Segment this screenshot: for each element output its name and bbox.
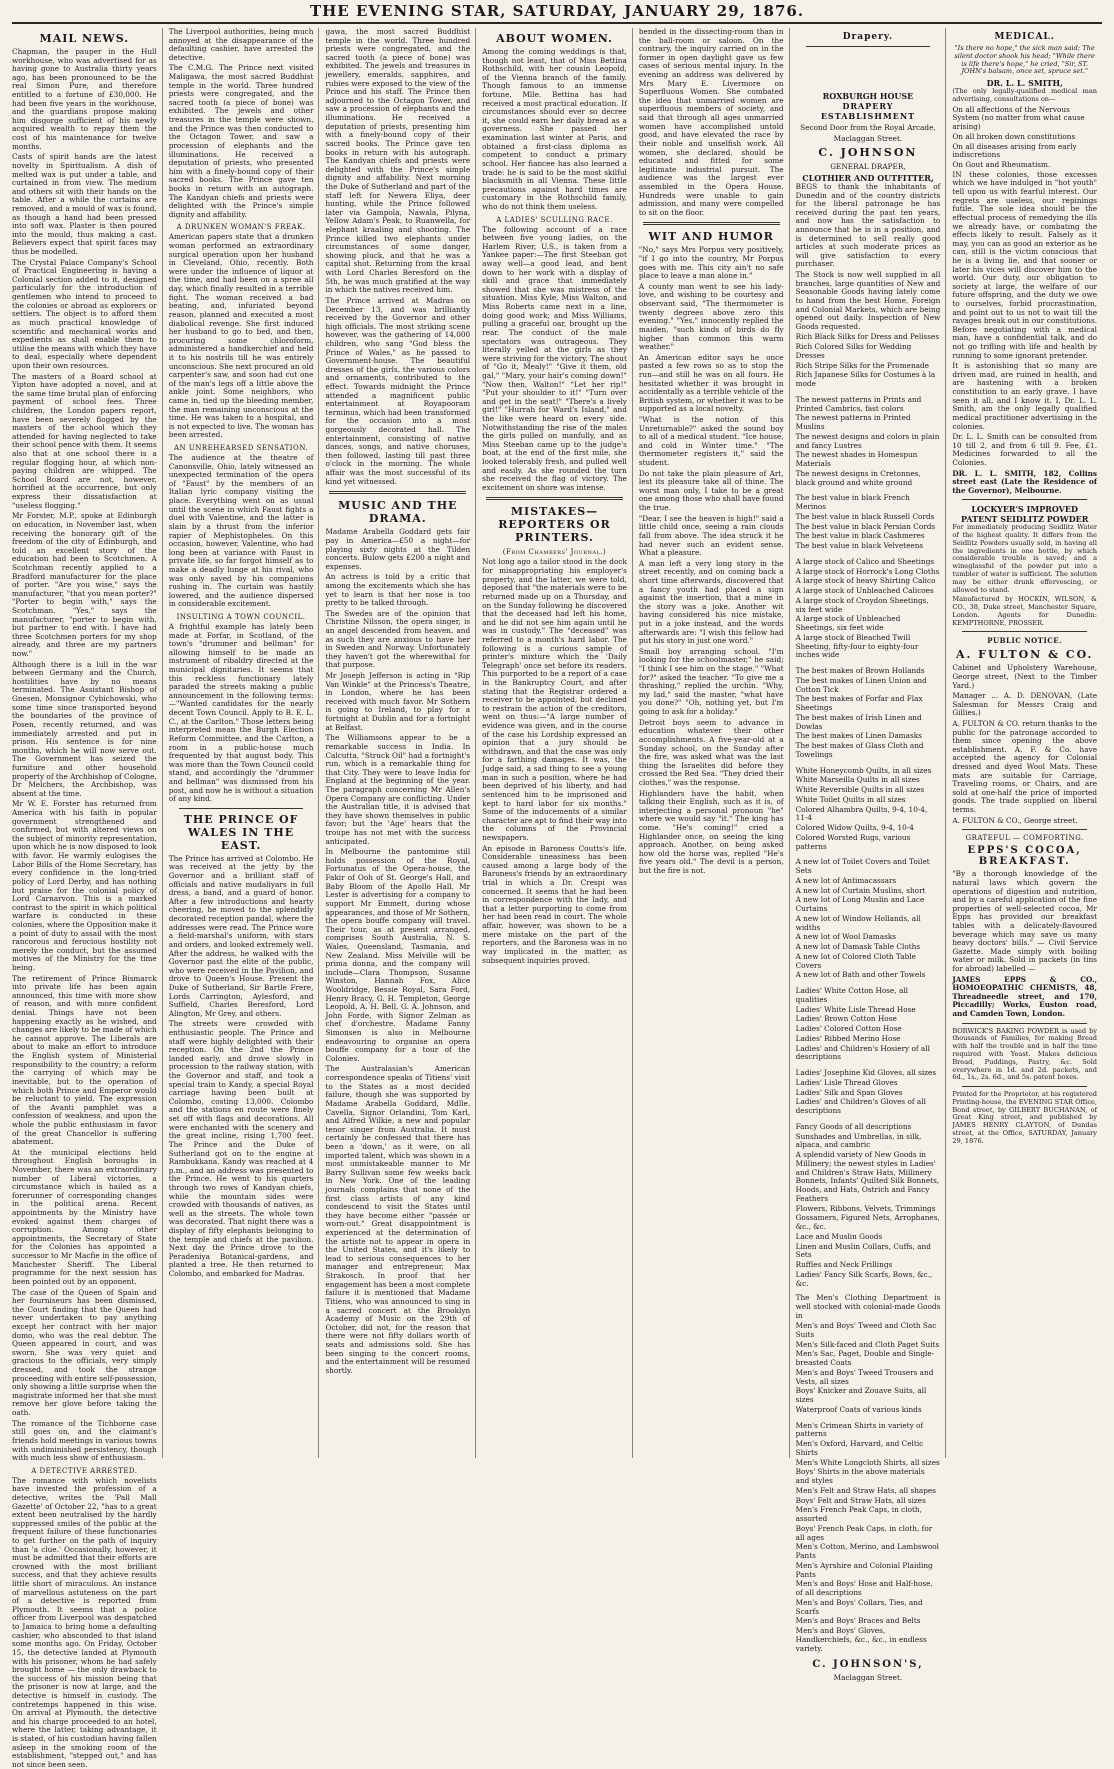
medical-body-3: Dr. L. L. Smith can be consulted from 10 till 2, and from 6 till 9. Fee, £1. Medicines forwarded to all the Colonies. [952,432,1098,467]
article-paragraph: The romance of the Tichborne case still goes on, and the claimant's friends hold meetings in various towns with undiminished persistency, though with much less show of enthusiasm. [12,1418,157,1463]
divider [179,808,304,809]
footer-name: C. JOHNSON'S, [812,1659,924,1671]
wit-humor-heading: WIT AND HUMOR [648,230,774,244]
ad-list-item: A new lot of Toilet Covers and Toilet Sets [795,857,930,876]
silks-list [796,333,941,389]
column-6-drapery-ad [795,28,947,1683]
ad-list-item: Rich Stripe Silks for the Promenade [795,360,929,370]
ad-list-item: White Reversible Quilts in all sizes [795,785,925,795]
spacer [796,1416,941,1421]
ad-list-item: On all affections of the Nervous System (no matter from what cause arising) [952,104,1085,132]
ad-list-item: On all diseases arising from early indiscretions [952,141,1077,160]
second-door: Second Door from the Royal Arcade, [800,123,936,132]
seidlitz-body: For immediately producing Seidlitz Water of the highest quality. It differs from the Seidlitz Powders usually sold, in having all the ingredients in one bottle, by which considerable trouble is saved; and a wineglassful of the powder put into a tumbler of water is sufficient. The solution may be either drunk effervescing, or allowed to stand. [952,523,1098,594]
gloves-list [796,1069,941,1116]
divider [962,631,1087,632]
article-paragraph: The romance with which novelists have invested the profession of a detective, writes the 'Pall Mall Gazette' of October 22, "has to a great extent been neutralised by the hardly suppressed smiles of the public at the frequent failure of these functionaries to get further on the path of inquiry than 'a clue.' Occasionally, however, it must be admitted that their efforts are crowned with the most brilliant success, and that they achieve results little short of miraculous. An instance of marvellous astuteness on the part of a detective is reported from Plymouth. It seems that a police officer from Liverpool was despatched to Jamaica to bring home a defaulting cashier, who absconded to that island some months ago. On Friday, October 15, the detective landed at Plymouth with his prisoner, whom he had safely brought home — the only drawback to the success of his mission being that the prisoner is now at large, and the detective is himself in custody. The contretemps happened in this wise. On arrival at Plymouth, the detective and his charge proceeded to an hotel, where the latter, taking advantage, it is stated, of his custodian having fallen asleep in the smoking room of the establishment, "stepped out," and has not since been seen. [12,1475,157,1769]
fulton-sub: Cabinet and Upholstery Warehouse, George street, (Next to the Timber Yard.) [952,663,1098,690]
ad-list-item: White Marseilla Quilts in all sizes [795,775,920,785]
ad-list-item: Ladies' Silk and Span Gloves [795,1087,903,1097]
ad-list-item: Flowers, Ribbons, Velvets, Trimmings [795,1203,936,1213]
ad-list-item: Men's and Boys' Gloves, Handkerchiefs, &c., &c., in endless variety. [795,1626,927,1653]
ad-list-item: Men's Oxford, Harvard, and Celtic Shirts [795,1439,924,1457]
article-paragraph: Among the coming weddings is that, though not least, that of Miss Bettina Rothschild, with her cousin Leopold, of the Vienna branch of the family. Though famous to an immense fortune, Mlle. Bettina has had received a most practical education. If circumstances should ever so decree it, she could earn her daily bread as a governess. She passed her examination last winter at Paris, and obtained a first-class diploma as competent to conduct a primary school. Her fiancee has also learned a trade: he is said to be the most skilful blacksmith in all Vienna. These little precautions against hard times are customary in the Rothschild family, who do not think them useless. [482,47,627,211]
ad-list-item: Rich Black Silks for Dress and Pelisses [795,332,940,342]
about-women-heading: ABOUT WOMEN. [496,32,613,45]
ad-list-item: A new lot of Wool Damasks [795,932,896,942]
ad-list-item: Ladies' White Cotton Hose, all qualities [795,986,909,1004]
article-paragraph: The Liverpool authorities, being much annoyed at the disappearance of the defaulting cashier, have arrested the detective. [168,27,314,62]
doctor-line: (The only legally-qualified medical man advertising, consultations on— [952,87,1098,103]
article-paragraph: Detroit boys seem to advance in education whatever their other accomplishments. A five-year-old at a Sunday school, on the Sunday after the fire, was asked what was the last thing the Israelites did before they crossed the Red Sea. "They dried their clothes," was the response. [638,717,784,787]
medical-quote: "Is there no hope," the sick man said; The silent doctor shook his head; "While there is life there's hope," he cried, "Sir, ST. JOHN's balsam, once set, spruce set." [954,44,1095,76]
detective-heading: A DETECTIVE ARRESTED. [31,1466,138,1475]
article-paragraph: Madame Arabella Goddard gets fair pay in America—£50 a night—for playing sixty nights at the Tilden concerts. Bulow gets £200 a night and expenses. [325,527,471,571]
prince-wales-heading: THE PRINCE OF WALES IN THE EAST. [183,812,299,852]
ad-list-item: White Toilet Quilts in all sizes [795,794,906,804]
epps-sign: JAMES EPPS & CO., HOMOEOPATHIC CHEMISTS, 48, Threadneedle street, and 170, Piccadilly; Works, Euston road, and Camden Town, London. [952,974,1098,1019]
ad-list-item: Rich Japanese Silks for Costumes à la mode [795,370,936,389]
sculling-heading: A LADIES' SCULLING RACE. [496,215,613,224]
ad-list-item: The newest shades in Homespun Materials [795,450,918,469]
column-2 [169,28,320,1458]
ad-list-item: The best value in black French Merinos [795,493,910,512]
ad-list-item: Colored Worsted Rugs, various patterns [795,832,911,851]
ad-list-item: Men's and Boys' Hose and Half-hose, of all descriptions [795,1579,933,1598]
article-paragraph: The Prince arrived at Madras on December 13, and was brilliantly received by the Governor and other high officials. The most striking scene however, was the gathering of 14,000 children, who sang "God bless the Prince of Wales," as he passed to Government-house. The beautiful dresses of the girls, the various colors and ornaments, contributed to the effect. Towards midnight the Prince attended a magnificent public entertainment at Royapooram terminus, which had been transformed for the occasion into a most gorgeously decorated hall. The entertainment, consisting of native dances, songs, and native choruses, then followed, lasting till past three o'clock in the morning. The whole affair was the most successful of its kind yet witnessed. [325,295,471,486]
ad-list-item: Men's Ayrshire and Colonial Plaiding Pants [795,1560,933,1579]
article-paragraph: Not long ago a tailor stood in the dock for misappropriating his employer's property, and the latter, we were told, deposed that "the materials were to be returned made up on a Thursday, and on the Sunday following he discovered that the deceased had left his home, and he did not see him again until he was in custody." The "deceased" was referred to a month's hard labor. The following is a curious sample of printer's mixture which the 'Daily Telegraph' once set before its readers. This purported to be a report of a case in the Bankruptcy Court, and after stating that the Registrar ordered a receiver to be appointed, but declined to restrain the action of the creditors, went on thus:—"A large number of evidence was given, and in the course of the case his Lordship expressed an opinion that a jury should be withdrawn, and that the case was only for a farthing damages. It was, the Judge said, a sad thing to see a young man in such a position, where he had been deprived of his liberty, and had sentenced him to be imprisoned and kept to hard labor for six months." Some of the inducements of a similar character are apt to find their way into the columns of the Provincial newspapers. [482,557,627,842]
fulton-sign: A. FULTON & CO., George street. [952,815,1078,825]
ad-list-item: Ladies' White Lisle Thread Hose [795,1004,916,1014]
spacer [796,761,941,766]
article-paragraph: The case of the Queen of Spain and her fourniseurs has been dismissed, the Court finding that the Queen had never undertaken to pay anything except her contract with her major domo, who was the real debtor. The Queen appeared in court, and was sworn. She was very quiet and gracious to the officials, very simply dressed, and took the strange proceeding with entire self-possession, only showing a little surprise when the magistrate informed her that she must remove her glove before taking the oath. [12,1287,157,1418]
article-paragraph: Small boy arranging school. "I'm looking for the schoolmaster," he said; "I think I see him on the stage." "What for?" asked the teacher. "To give me a thrashing," replied the urchin. "Why, my lad," said the master, "what have you done?" "Oh, nothing yet, but I'm going to ask for a holiday." [638,646,784,717]
ad-list-item: The best makes of Glass Cloth and Towelings [795,741,924,759]
article-paragraph: Mr W. E. Forster has returned from America with his faith in popular government strengthened and confirmed, but with altered views on the subject of minority representation, upon which he is now disposed to look with favor. He warmly eulogises the Labor Bills of the Home Secretary, has every confidence in the long-tried policy of Lord Derby, and has nothing but praise for the colonial policy of Lord Carnarvon. This is a marked contrast to the spirit in which political warfare is conducted in these colonies, where the Opposition make it a point of duty to assail with the most rancorous and ferocious hostility not merely the conduct, but the assumed motives of the Ministry for the time being. [12,799,157,972]
footer-street: Maclaggan Street. [833,1673,903,1683]
fulton-title: A. FULTON & CO. [955,648,1094,662]
ad-list-item: Men's and Boys' Collars, Ties, and Scarfs [795,1597,923,1616]
ad-list-item: Gossamers, Figured Nets, Arrophanes, &c., &c. [795,1213,940,1232]
article-paragraph: The audience at the theatre of Canonsville, Ohio, lately witnessed an unexpected termination of the opera of "Faust" by the members of an Italian lyric company visiting the place. Everything went on as usual until the scene in which Faust fights a duel with Valentine, and the latter is slain by a thrust from the inferior rapier of Mephistopheles. On this occasion, however, Valentine, who had long been at variance with Faust in private life, so far forgot himself as to make a deadly lunge at his rival, who was only saved by his companions rushing in. The curtain was hastily lowered, and the audience dispersed in considerable excitement. [168,453,314,609]
divider [962,1023,1087,1024]
ad-list-item: On all broken down constitutions [952,131,1076,141]
drunken-woman-body [169,233,314,440]
seidlitz-maker: Manufactured by HOCKIN, WILSON, & CO., 38, Duke street, Manchester Square, London. Agents for Dunedin: KEMPTHORNE, PROSSER. [952,595,1098,627]
article-paragraph: The following account of a race between five young ladies, on the Harlem River, U.S., is taken from a Yankee paper:—The first Steeban got away well—a good lead, and bent down to her work with a display of skill and grace that immediately showed that she was mistress of the situation. Miss Kyle, Miss Walton, and Miss Roberts came next in a line, doing good work; and Miss Williams, pulling a graceful oar, brought up the rear. The conduct of the male spectators was outrageous. They literally yelled at the girls as they were striving for the victory. The shout of "Go it, Mealy!" "Give it them, old gal," "Mary, your hair's coming down!" "Now then, Walton!" "Let her rip!" "Put your shoulder to it!" "Turn over and get in the seat!" "There's a lively girl!" "Hurrah for Ward's Island," and the like were heard on every side. Notwithstanding the rise of the males the girls pulled on manfully, and as Miss Steeban came up to the judge's boat, at the end of the first mile, she looked tolerably fresh, and pulled well and easily. As she rounded the turn she received the flag of victory. The excitement on shore was intense. [482,224,627,492]
ad-list-item: A large stock of Croydon Sheetings, six feet wide [795,595,929,614]
ad-list-item: Men's Crimean Shirts in variety of patterns [795,1420,924,1439]
column-3 [325,28,476,1458]
spacer [796,51,941,91]
article-paragraph: An actress is told by a critic that among the excitements which she has yet to learn is that her nose is too pretty to be talked through. [325,572,471,608]
divider [962,829,1087,830]
mistakes-source: (From Chambers' Journal.) [502,548,607,557]
ad-list-item: The best value in black Cashmeres [795,531,925,541]
ad-list-item: The best makes of Irish Linen and Dowlas [795,712,922,731]
divider [486,497,623,500]
ad-list-item: A splendid variety of New Goods in Millinery; the newest styles in Ladies' and Children's Straw Hats, Millinery Bonnets, Infants' Quilted Silk Bonnets, Hoods, and Hats, Ostrich and Fancy Feathers [795,1150,940,1203]
epps-head: GRATEFUL — COMFORTING. [965,834,1084,843]
ad-list-item: A large stock of Horrock's Long Cloths [795,566,940,576]
new-lot-list [796,858,941,980]
mistakes-heading: MISTAKES—REPORTERS OR PRINTERS. [498,505,611,545]
printer-imprint: Printed for the Proprietor, at his registered Printing-house, the EVENING STAR Office, Bond street, by GILBERT BUCHANAN, of Great King street, and published by JAMES HENRY CLAYTON, of Dundas street, at the Office, SATURDAY, January 29, 1876. [952,1090,1098,1145]
article-paragraph: The C.M.G. The Prince next visited Maligawa, the most sacred Buddhist temple in the world. Three hundred priests were congregated, and the sacred tooth (a piece of bone) was exhibited. The jewels and other treasures in the temple were shown, and the Prince was then conducted to the Octagon Tower, and saw a procession of elephants and the illuminations. He received a deputation of priests, who presented him with a finely-bound copy of their sacred books. The Prince gave ten books in return with an autograph. The Kandyan chiefs and priests were delighted with the Prince's simple dignity and affability. [168,63,314,219]
divider [643,222,780,225]
article-paragraph: A frightful example has lately been made at Forfar, in Scotland, of the town's "drummer and bellman" for allowing himself to be made an instrument of ribaldry directed at the municipal dignitaries. It seems that this reckless functionary lately paraded the streets making a public announcement in the following terms:—"Wanted candidates for the nearly decent Town Council. Apply to B. E. L. C., at the Carlton." Those letters being interpreted mean the Burgh Election Reform Committee, and the Carlton, a room in a public-house much frequented by that august body. This was more than the Town Council could stand, and accordingly the "drummer and bellman" was dismissed from his post, and now he is without a situation of any kind. [168,622,314,804]
column-4 [482,28,633,1458]
music-drama-body [325,528,470,1375]
public-notice: PUBLIC NOTICE. [987,636,1063,646]
article-paragraph: Mr Forster, M.P., spoke at Edinburgh on education, in November last, when receiving the honorary gift of the freedom of the city of Edinburgh, and told an excellent story of the education had been to Scotchmen. A Scotchman recently applied to a Bradford manufacturer for the place of porter. "Are you wise," says the manufacturer, "that you mean porter?" "Porter to begin with," says the Scotchman. "Yes," says the manufacturer, "porter to begin with, but partner to end with. I have had three Scotchmen porters for my shop already, and three are my partners now." [12,511,157,659]
ad-list-item: Men's White Longcloth Shirts, all sizes [795,1457,940,1467]
calico-list [796,558,941,660]
c-johnson-name: C. JOHNSON [818,146,918,159]
drapery-stock: The Stock is now well supplied in all branches, large quantities of New and Seasonable Goods having lately come to hand from the best Home, Foreign and Colonial Markets, which are being opened out daily. Inspection of New Goods requested. [795,270,941,331]
general-draper: GENERAL DRAPER, [830,162,906,171]
article-paragraph: Do not take the plain pleasure of Art, lest its pleasure take all of thine. The worst man only, I take to be a great one among those who shall have found the true. [638,468,784,513]
ad-list-item: The best value in black Velveteens [795,541,924,551]
article-paragraph: "Dear, I see the heaven is high!" said a little child once, seeing a rain clouds fall from above. The idea struck it he had never such an evident sense. What a pleasure. [638,513,784,558]
hollands-list [796,667,941,760]
ad-list-item: Colored Alhambra Quilts, 9-4, 10-4, 11-4 [795,804,928,823]
article-paragraph: A county man went to see his lady-love, and wishing to be courtesy and observant said, "The thermometer is twenty degrees above zero this evening." "Yes," innocently replied the maiden, "such kinds of birds do fly higher than common this warm weather." [638,281,784,352]
ad-list-item: Ladies' Colored Cotton Hose [795,1024,902,1034]
article-paragraph: bended in the dissecting-room than in the ball-room or saloon. On the contrary, the inquiry carried on in the former in open daylight gave us few cases of serious mental injury. In the evening an address was delivered by Mrs Mary E. Livermore on Superfluous Women. She combated the idea that unmarried women are superfluous members of society, and said that through all ages unmarried women have accomplished untold good, and have elevated the race by their noble and unselfish work. All women, she declared, should be educated and fitted for some legitimate industrial pursuit. The audience was the largest ever assembled in the Opera House. Hundreds were unable to gain admission, and many were compelled to sit on the floor. [638,27,784,217]
article-paragraph: Mr Joseph Jefferson is acting in "Rip Van Winkle" at the Princess's Theatre, in London, where he has been received with much favor. Mr Sothern is going to Ireland, to play for a fortnight at Dublin and for a fortnight at Belfast. [325,671,471,732]
article-paragraph: The Swedes are of the opinion that Christine Nilsson, the opera singer, is an angel descended from heaven, and as such they are anxious to have her in Sweden and Norway. Unfortunately they haven't got the wherewithal for that purpose. [325,608,471,670]
ad-list-item: Men's and Boys' Tweed and Cloth Sac Suits [795,1321,937,1339]
unrehearsed-heading: AN UNREHEARSED SENSATION. [173,444,309,453]
ad-list-item: Rich Colored Silks for Wedding Dresses [795,342,912,360]
ad-list-item: White Honeycomb Quilts, in all sizes [795,765,932,775]
ad-list-item: Ladies' and Children's Gloves of all descriptions [795,1097,926,1116]
ad-list-item: Boys' Shirts in the above materials and styles [795,1467,925,1486]
ad-list-item: Ladies' Josephine Kid Gloves, all sizes [795,1068,937,1078]
medical-body: IN these colonies, those excesses which we have indulged in "hot youth" tell upon us with fearful interest. Our regrets are useless, our repinings futile. The sole idea should be the effectual process of remedying the ills we already have, or combating the effects likely to result. Falsely as it may, you can as good an exterior as he can, still is the victim conscious that he is a living lie, and that sooner or later his vices will discover him to the world. Our duty, our obligation to society at large, the welfare of our future offspring, and the duty we owe to ourselves, forbid procrastination, and point out to us not to wait till the ravages break out in our constitutions. Before negotiating with a medical man, have a confidential talk, and do not go trifling with life and health by running to some ignorant pretender. [952,169,1098,360]
columns [12,27,1102,1769]
consults-list [952,106,1097,170]
ad-list-item: Lace and Muslin Goods [795,1231,883,1241]
article-paragraph: The Australasian's American correspondence speaks of Titiens' visit to the States as a most decided failure, though she was supported by Madame Arabella Goddard, Mdlle. Cavella, Signor Orlandini, Tom Karl, and Alfred Wilkie, a new and popular tenor singer from Australia. It must certainly be confessed that there has been a 'down,' as it were, on all imported talent, which was shown in a most unmistakeable manner to Mr Barry Sullivan some few weeks back in New York. One of the leading journals complains that none of the first class artists of any kind condescend to visit the States until they have become either "passée or worn-out." Great disappointment is experienced at the determination of the artiste not to appear in opera in the United States, and it's likely to lead to serious consequences to her manager and entrepreneur, Max Strakosch. In proof that her engagement has been a most complete failure it is mentioned that Madame Titiens, who was announced to sing in a sacred concert at the Brooklyn Academy of Music on the 29th of October, did not, for the reason that there were not fifty dollars worth of seats and admissions sold. She has been singing to the concert rooms, and the entertainment will be resumed shortly. [325,1064,471,1375]
ad-list-item: The newest designs in Cretonnes, black ground and white ground [795,468,921,487]
ad-list-item: Ladies' Fancy Silk Scarfs, Bows, &c., &c. [795,1269,933,1288]
drunken-woman-heading: A DRUNKEN WOMAN'S FREAK. [176,223,306,232]
ad-list-item: Waterproof Coats of various kinds [795,1404,922,1414]
ad-list-item: The best makes of Linen Union and Cotton Tick [795,675,927,694]
quilts-list [796,767,941,852]
roxburgh-house: ROXBURGH HOUSE [822,91,914,101]
article-paragraph: "What is the notion of this Unreturnable?" asked the sound boy to all of a medical student. "Ice house, and cold in Winter time." "The thermometer registers it," said the student. [638,414,784,468]
ad-list-item: A new lot of Antimacassars [795,875,897,885]
ad-list-item: Men's Silk-faced and Cloth Paget Suits [795,1339,940,1349]
ad-list-item: Ruffles and Neck Frillings [795,1260,893,1270]
ad-list-item: Ladies' and Children's Hosiery of all descriptions [795,1043,930,1062]
article-paragraph: The Crystal Palace Company's School of Practical Engineering is having a Colonial section added to it, designed particularly for the introduction of gentlemen who intend to proceed to the colonies or abroad as explorers or settlers. The object is to afford them as much practical knowledge of scientific and mechanical works and expedients as shall enable them to utilise the means with which they have to deal, especially where dependent upon their own resources. [12,257,157,370]
about-women-body [482,48,627,212]
ad-list-item: The best value in black Persian Cords [795,521,936,531]
mistakes-body [482,558,627,965]
borwick-ad: BORWICK'S BAKING POWDER is used by thousands of Families, for making Bread with half the trouble and in half the time required with Yeast. Makes delicious Bread, Puddings, Pastry, &c. Sold everywhere in 1d. and 2d. packets, and 6d., 1s., 2s. 6d., and 5s. patent boxes. [952,1026,1098,1082]
ad-list-item: The best value in black Russell Cords [795,511,935,521]
ad-list-item: Men's and Boys' Braces and Belts [795,1616,921,1626]
article-paragraph: In Melbourne the pantomime still holds possession of the Royal, Fortunatus of the Opera-house, the Fakir of Ooh of St. George's Hall, and Baby Bloom of the Apollo Hall. Mr Lester is advertising for a company to support Mr Emmett, during whose appearances, and those of Mr Sothern, the opera bouffe company will travel. Their tour, as at present arranged, comprises South Australia, N. S. Wales, Queensland, Tasmania, and New Zealand. Miss Melville will be prima donna, and the company will include—Clara Thompson, Susanne Winston, Hannah Fox, Alice Wooldridge, Bessie Royal, Sara Ford, Henry Bracy, G. H. Templeton, George Leopold, A. H. Bell, G. A. Johnson, and John Forde, with Signor Zelman as chef d'orchestre. Madame Fanny Simonsen is also in Melbourne endeavouring to organise an opera bouffe company for a tour of the Colonies. [325,847,471,1063]
ad-list-item: Boys' Knicker and Zouave Suits, all sizes [795,1386,927,1405]
fancy-goods-list [796,1123,941,1289]
town-council-heading: INSULTING A TOWN COUNCIL. [176,613,306,621]
article-paragraph: The streets were crowded with enthusiastic people. The Prince and staff were highly delighted with their reception. On the 2nd the Prince landed early, and drove slowly in procession to the railway station, with the Governor and staff, and took a special train to Kandy, a special Royal carriage having been built at Colombo, costing 13,000. Colombo and the stations en route were finely set off with flags and decorations. All were enchanted with the scenery and the great incline, rising 1,700 feet. The Prince and the Duke of Sutherland got on to the engine at Rambukkana. Kandy was reached at 4 p.m., and an address was presented to the Prince. He went to his quarters through two rows of Kandyan chiefs, while the mountain sides were crowded with thousands of natives, as well as the streets. The whole town was decorated. That night there was a display of fifty elephants belonging to the temple and chiefs at the pavilion. Next day the Prince drove to the Peradeniya Botanical-gardens, and planted a tree. He then returned to Colombo, and embarked for Madras. [168,1019,314,1279]
mail-news-heading: MAIL NEWS. [39,32,130,45]
divider [962,499,1087,500]
column-2-body-a [169,28,314,219]
black-value-list [796,494,941,551]
ad-list-item: A large stock of heavy Shirting Calico [795,576,936,586]
hose-list [796,987,941,1062]
town-council-body [169,623,314,804]
epps-body: "By a thorough knowledge of the natural laws which govern the operations of digestion and nutrition, and by a careful application of the fine properties of well-selected cocoa, Mr Epps has provided our breakfast tables with a delicately-flavoured beverage which may save us many heavy doctors' bills." — Civil Service Gazette. Made simply with boiling water or milk. Sold in packets (in tins for abroad) labelled — [952,869,1098,974]
ad-list-item: Men's French Peak Caps, in cloth, assorted [795,1505,922,1524]
prints-list [796,396,941,488]
unrehearsed-body [169,454,314,609]
wit-humor-body [639,246,784,875]
music-drama-heading: MUSIC AND THE DRAMA. [338,499,458,526]
ad-list-item: The best makes of Brown Hollands [795,666,925,676]
fulton-body: A. FULTON & CO. return thanks to the public for the patronage accorded to them since opening the above establishment. A. F. & Co. have accepted the agency for Colonial dressed and dyed Wool Mats. These mats are suitable for Carriage, Traveling rooms, or Chairs, and are sold at one-half the price of imported goods. The trade supplied on liberal terms. [952,719,1098,815]
ad-list-item: The newest patterns in Printed Muslins [795,413,911,432]
clothing-intro: The Men's Clothing Department is well stocked with colonial-made Goods in [795,1293,941,1320]
ad-list-item: Sunshades and Umbrellas, in silk, alpaca, and cambric [795,1131,922,1150]
ad-list-item: Ladies' Ribbed Merino Hose [795,1033,901,1043]
column-1 [12,28,163,1769]
article-paragraph: The retirement of Prince Bismarck into private life has been again announced, this time with more show of reason, and with more confident denial. Things have not been happening exactly as he wished, and changes are likely to be made of which he cannot approve. The Liberals are about to make an effort to introduce the English system of Ministerial responsibility to the country; a reform the carrying of which may be inevitable, but to the operation of which both Prince and Emperor would be reluctant to yield. The expression of the Avanti pamphlet was a confession of weakness, and upon the whole the public enthusiasm in favor of the great Chancellor is suffering abatement. [12,973,157,1147]
detective-body [12,1477,157,1769]
article-paragraph: A man left a very long story in the street recently, and on coming back a short time afterwards, discovered that a fancy youth had placed a sign against the insertion, that a mine in the story was a joke. Another wit having considered his nice mistake, put in a joke instead, and the words afterwards are: "I wish this fellow had put his story in just one word." [638,558,784,646]
article-paragraph: An American editor says he once pasted a few rows so as to stop the run—and still he was on all fours. He hesitated whether it was brought in accidentally as a terrible vehicle of the British system, or whether it was to be supported as a local novelty. [638,352,784,414]
doctor-name: DR. L. L. SMITH, [986,78,1063,89]
doctor-address: DR. L. L. SMITH, 182, Collins street east (Late the Residence of the Governor), Melbourne. [952,468,1098,495]
column-3-body-a [325,28,470,486]
ad-list-item: A new lot of Curtain Muslins, short [795,885,926,895]
ad-list-item: Linen and Muslin Collars, Cuffs, and Sets [795,1241,931,1260]
divider [962,1086,1087,1087]
divider [806,46,931,47]
mail-news-body [12,48,157,1463]
ad-list-item: Men's and Boys' Tweed Trousers and Vests, all sizes [795,1367,934,1386]
ad-list-item: Fancy Goods of all descriptions [795,1121,912,1131]
article-paragraph: Highlanders have the habit, when talking their English, such as it is, of interjecting a personal pronoun "he" where we would say "it." The king has come. "He's coming!" cried a Highlander once, on seeing the king approach. Another, on being asked how old the horse was, replied "He's five years old." The devil is a person, but the fire is not. [638,788,784,876]
ad-list-item: A new lot of Colored Cloth Table Covers [795,951,916,970]
epps-title: EPPS'S COCOA, BREAKFAST. [967,845,1082,868]
ad-list-item: A new lot of Window Hollands, all widths [795,913,921,932]
article-paragraph: gawa, the most sacred Buddhist temple in the world. Three hundred priests were congregated, and the sacred tooth (a piece of bone) was exhibited. The jewels and treasures in jewellery, emeralds, sapphires, and rubies were exposed to the view of the Prince and his staff. The Prince then adjourned to the Octagon Tower, and saw a procession of elephants and the illuminations. He received a deputation of priests, presenting him with a finely-bound copy of their sacred books. The Prince gave ten books in return with his autograph. The Kandyan chiefs and priests were delighted with the Prince's simple dignity and affability. Next morning the Duke of Sutherland and part of the staff left for Newera Eliya, deer hunting, while the Prince followed later via Gampola, Nawala, Pilyna, Yellow Adam's Peak, to Ruanwella, for elephant kraaling and shooting. The Prince killed two elephants under circumstances of some danger, showing pluck, and that he was a capital shot. Returning from the kraal with Lord Charles Beresford on the 5th, he was much gratified at the way in which the natives received him. [325,27,471,295]
article-paragraph: American papers state that a drunken woman performed an extraordinary surgical operation upon her husband in Cleveland, Ohio, recently. Both were under the influence of liquor at the time, and had been on a spree all day, which finally resulted in a terrible fight. The woman received a bad beating, and, infuriated beyond reason, planned and executed a most diabolical revenge. She first induced her husband to go to bed, and then, procuring some chloroform, administered a handkerchief and held it to his nostrils till he was entirely unconscious. She next procured an old carpenter's saw, and soon had cut one of the man's legs off a little above the ankle joint. Some neighbors, who came in, tied up the bleeding member, the man remaining unconscious at the time. He was taken to a hospital, and is not expected to live. The woman has been arrested. [168,232,314,440]
ad-list-item: A large stock of Bleached Twill Sheeting, fifty-four to eighty-four inches wide [795,632,919,660]
ad-list-item: The newest designs and colors in plain and fancy Lustres [795,431,940,450]
suits-list [796,1322,941,1415]
ad-list-item: A new lot of Damask Table Cloths [795,942,921,952]
sculling-body [482,226,627,493]
shirts-list [796,1422,941,1654]
ad-list-item: The best makes of Linen Damasks [795,731,922,741]
article-paragraph: At the municipal elections held throughout English boroughs in November, there was an extraordinary number of Liberal victories, a circumstance which is hailed as a forerunner of corresponding changes in the political arena. Recent appointments by the Ministry have evoked against them charges of corruption. Among other appointments, the Secretary of State for the Colonies has appointed a successor to Mr Macfie in the office of Manchester Sheriff. The Liberal programme for the next session has been pointed out by an opponent. [12,1147,157,1286]
ad-list-item: Ladies' Brown Cotton Hose [795,1014,897,1024]
column-7-medical-ads [952,28,1102,1458]
article-paragraph: The Williamsons appear to be a remarkable success in India. In Calcutta, "Struck Oil" had a fortnight's run, which is a remarkable thing for that City. They were to leave India for England at the beginning of the year. The paragraph concerning Mr Allen's Opera Company are conflicting. Under the Australian title, it is advised that they have shown themselves in public favor; but the 'Age' hears that the troupe has not met with the success anticipated. [325,733,471,846]
medical-body-2: It is astonishing that so many are driven mad, are ruined in health, and are hastening with a broken constitution to an early grave. I have seen it all, and I know it. I, Dr. L. L. Smith, am the only legally qualified medical practitioner advertising in the colonies. [952,361,1098,431]
masthead: THE EVENING STAR, SATURDAY, JANUARY 29, 1876. [12,0,1102,24]
article-paragraph: "No," says Mrs Porpus very positively, "if I go into the country, Mr Porpus goes with me. This city ain't no safe place to leave a man alone in." [638,245,784,281]
ad-list-item: Men's Sac, Paget, Double and Single-breasted Coats [795,1349,935,1368]
maclaggan-street: Maclaggan Street. [833,134,903,143]
ad-list-item: The newest patterns in Prints and Printed Cambrics, fast colors [795,394,922,413]
ad-list-item: A new lot of Bath and other Towels [795,970,926,980]
article-paragraph: Although there is a lull in the war between Germany and the Church, hostilities have by no means terminated. The Assistant Bishop of Gnesen, Monsignor Cybichowski, who some time since transported beyond the boundaries of the province of Posen, recently returned, and was immediately arrested and put in prison. His sentence is for nine months, which he will now serve out. The Government has seized the furniture and other household property of the Archbishop of Cologne. Dr Melchers, the Archbishop, was absent at the time. [12,659,157,798]
drapery-establishment: DRAPERY ESTABLISHMENT [820,101,916,121]
ad-list-item: A large stock of Unbleached Calicoes [795,586,934,596]
article-paragraph: Casts of spirit hands are the latest novelty in Spiritualism. A dish of melted wax is put under a table, and curtained in from view. The medium and others sit with their hands on the table. After a while the curtains are removed, and a mould of wax is found, as though a hand had been pressed into soft wax. Plaster is then poured into the mould, thus making a cast. Believers expect that spirit faces may thus be modelled. [12,152,157,257]
clothier-outfitter: CLOTHIER AND OUTFITTER, [802,173,934,183]
article-paragraph: The masters of a Board school at Yipton have adopted a novel, and at the same time brutal plan of enforcing payment of school fees. Three children, the London papers report, have been severely flogged by the masters of the school which they attended for having neglected to take their school pence with them. It seems also that at one school there is a regular flogging hour, at which non-paying children are whipped. The School Board are not, however, horrified at the occurrence, but only express their dissatisfaction at "useless flogging." [12,371,157,510]
ad-list-item: The best makes of Forfar and Flax Sheetings [795,694,923,713]
article-paragraph: An episode in Baroness Coutts's life. Considerable uneasiness has been caused among a large body of the Baroness's friends by an extraordinary trial in which a Dr. Crespi was concerned. It seems that he had been in correspondence with the lady, and that a letter purporting to come from her had been read in court. The whole affair, however, was shown to be a mere mistake on the part of the reporters, and the Baroness was in no way implicated in the matter, as subsequent inquiries proved. [482,843,627,965]
drapery-header: Drapery. [842,32,894,42]
ad-list-item: A large stock of Calico and Sheetings [795,556,935,566]
prince-wales-body [169,855,314,1279]
ad-list-item: Boys' French Peak Caps, in cloth, for all ages [795,1523,933,1542]
ad-list-item: A new lot of Long Muslin and Lace Curtains [795,895,925,914]
medical-header: MEDICAL. [994,32,1055,42]
column-5 [639,28,790,1458]
ad-list-item: Ladies' Lisle Thread Gloves [795,1077,898,1087]
ad-list-item: Men's Cotton, Merino, and Lambswool Pants [795,1542,940,1561]
fulton-manager: Manager ... A. D. DENOVAN, (Late Salesman for Messrs Craig and Gillies.) [952,691,1098,718]
divider [329,491,466,494]
column-5-body-a [639,28,784,217]
ad-list-item: Boys' Felt and Straw Hats, all sizes [795,1495,926,1505]
ad-list-item: Men's Felt and Straw Hats, all shapes [795,1485,936,1495]
seidlitz-title: LOCKYER'S IMPROVED PATENT SEIDLITZ POWDER [960,504,1089,525]
drapery-intro: BEGS to thank the inhabitants of Dunedin and of the country districts for the liberal patronage he has received during the past ten years, and now has the satisfaction to announce that he is in a position, and is determined to sell really good articles at such moderate prices as will give satisfaction to every purchaser. [795,182,941,269]
article-paragraph: The Prince has arrived at Colombo. He was received at the jetty by the Governor and a brilliant staff of officials and native mudaliyars in full dress, a band, and a guard of honor. After a few introductions and hearty cheering, he moved to the splendidly decorated reception pandal, where the addresses were read. The Prince wore a field-marshal's uniform, with stars and orders, and looked extremely well. After the address, he walked with the Governor past the elite of the public, who were received in the Pavilion, and drove to Queen's House. Present the Duke of Sutherland, Sir Bartle Frere, Lords Carrington, Aylesford, and Suffield, Charles Beresford, Lord Alington, Mr Grey, and others. [168,853,314,1018]
ad-list-item: Colored Widow Quilts, 9-4, 10-4 [795,823,914,833]
ad-list-item: A large stock of Unbleached Sheetings, six feet wide [795,614,901,633]
ad-list-item: On Gout and Rheumatism. [952,160,1051,170]
article-paragraph: Chapman, the pauper in the Hull workhouse, who was advertised for as having gone to Australia thirty years ago, has been pronounced to be the real Simon Pure, and therefore entitled to a fortune of £30,000. He had been five years in the workhouse, and the guardians propose making him disgorge sufficient of his newly acquired wealth to repay them the cost of his maintenance for twelve months. [12,47,157,151]
